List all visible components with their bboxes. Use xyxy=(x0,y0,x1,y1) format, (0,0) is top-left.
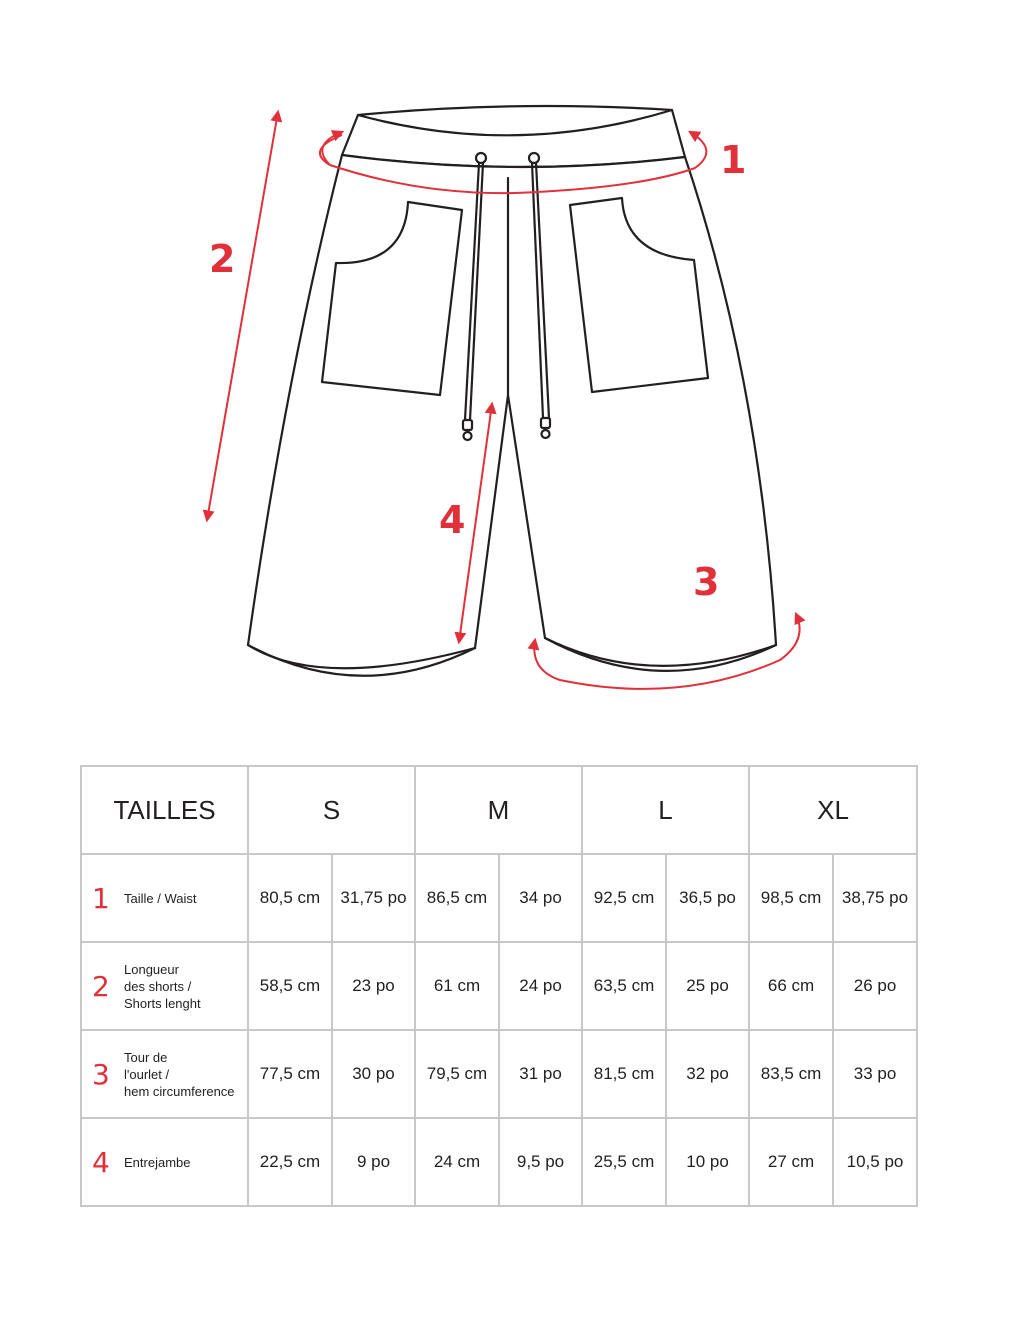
value-cell: 98,5 cm xyxy=(749,854,833,942)
value-cell: 25 po xyxy=(666,942,749,1030)
table-row xyxy=(81,1030,917,1118)
value-cell: 27 cm xyxy=(749,1118,833,1206)
value-cell: 24 po xyxy=(499,942,582,1030)
size-l-header: L xyxy=(582,766,749,854)
marker-inseam: 4 xyxy=(439,498,466,542)
value-cell: 79,5 cm xyxy=(415,1030,499,1118)
measure-number: 1 xyxy=(92,881,110,915)
value-cell: 34 po xyxy=(499,854,582,942)
marker-length: 2 xyxy=(209,237,236,281)
measure-cell xyxy=(81,854,248,942)
value-cell: 81,5 cm xyxy=(582,1030,666,1118)
size-xl-header: XL xyxy=(749,766,917,854)
value-cell: 9 po xyxy=(332,1118,415,1206)
measure-cell xyxy=(81,1118,248,1206)
value-cell: 24 cm xyxy=(415,1118,499,1206)
measure-label: Entrejambe xyxy=(124,1154,191,1170)
value-cell: 66 cm xyxy=(749,942,833,1030)
table-row xyxy=(81,854,917,942)
value-cell: 83,5 cm xyxy=(749,1030,833,1118)
measure-label: Taille / Waist xyxy=(124,890,197,906)
value-cell: 9,5 po xyxy=(499,1118,582,1206)
value-cell: 58,5 cm xyxy=(248,942,332,1030)
measure-label: Longueur des shorts / Shorts lenght xyxy=(124,961,201,1011)
value-cell: 86,5 cm xyxy=(415,854,499,942)
measure-label: Tour de l'ourlet / hem circumference xyxy=(124,1049,235,1099)
value-cell: 33 po xyxy=(833,1030,917,1118)
value-cell: 61 cm xyxy=(415,942,499,1030)
value-cell: 23 po xyxy=(332,942,415,1030)
table-row xyxy=(81,1118,917,1206)
size-table xyxy=(80,765,918,1207)
length-arrow xyxy=(207,112,278,520)
sizes-header-label: TAILLES xyxy=(81,766,248,854)
marker-waist: 1 xyxy=(720,138,747,182)
value-cell: 10,5 po xyxy=(833,1118,917,1206)
size-s-header: S xyxy=(248,766,415,854)
value-cell: 36,5 po xyxy=(666,854,749,942)
value-cell: 31 po xyxy=(499,1030,582,1118)
value-cell: 10 po xyxy=(666,1118,749,1206)
measure-cell xyxy=(81,1030,248,1118)
measure-cell xyxy=(81,942,248,1030)
value-cell: 80,5 cm xyxy=(248,854,332,942)
table-row xyxy=(81,942,917,1030)
measure-number: 3 xyxy=(92,1057,110,1091)
measure-number: 2 xyxy=(92,969,110,1003)
value-cell: 22,5 cm xyxy=(248,1118,332,1206)
marker-hem: 3 xyxy=(693,560,720,604)
value-cell: 26 po xyxy=(833,942,917,1030)
value-cell: 31,75 po xyxy=(332,854,415,942)
value-cell: 38,75 po xyxy=(833,854,917,942)
measure-number: 4 xyxy=(92,1145,110,1179)
value-cell: 32 po xyxy=(666,1030,749,1118)
value-cell: 92,5 cm xyxy=(582,854,666,942)
value-cell: 77,5 cm xyxy=(248,1030,332,1118)
value-cell: 63,5 cm xyxy=(582,942,666,1030)
waistband xyxy=(342,106,685,167)
value-cell: 30 po xyxy=(332,1030,415,1118)
size-m-header: M xyxy=(415,766,582,854)
header-row xyxy=(81,766,917,854)
value-cell: 25,5 cm xyxy=(582,1118,666,1206)
